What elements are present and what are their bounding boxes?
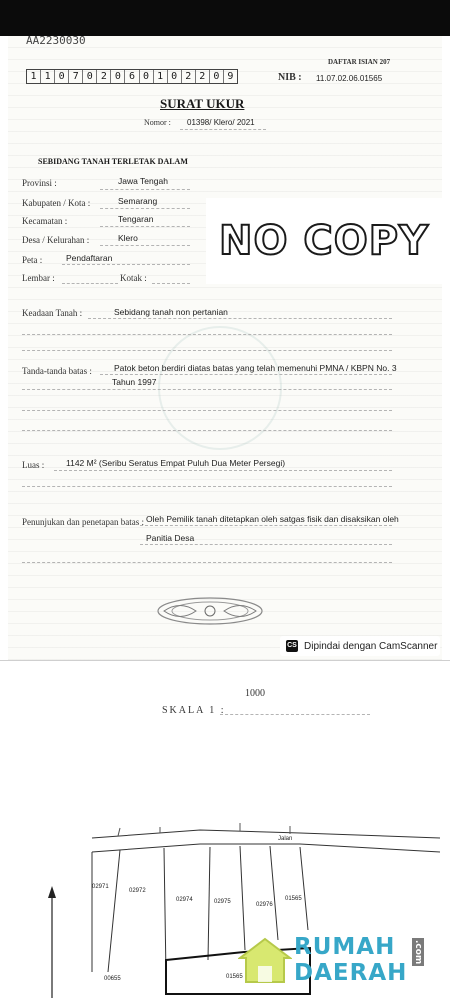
kabupaten-value: Semarang bbox=[118, 196, 158, 206]
penunjukan-line-3 bbox=[22, 562, 392, 563]
luas-line-2 bbox=[22, 486, 392, 487]
keadaan-line-2 bbox=[22, 334, 392, 335]
logo-line-1: RUMAH bbox=[294, 934, 396, 960]
document-code: AA2230030 bbox=[26, 34, 86, 47]
kabupaten-label: Kabupaten / Kota : bbox=[22, 198, 91, 208]
keadaan-tanah-value: Sebidang tanah non pertanian bbox=[114, 307, 228, 317]
luas-label: Luas : bbox=[22, 460, 45, 470]
peta-line bbox=[62, 264, 190, 265]
keadaan-tanah-label: Keadaan Tanah : bbox=[22, 308, 83, 318]
kabupaten-line bbox=[100, 208, 190, 209]
serial-number-box: 1 1 0 7 0 2 0 6 0 1 0 2 2 0 9 bbox=[26, 69, 238, 84]
desa-value: Klero bbox=[118, 233, 138, 243]
kotak-line bbox=[152, 283, 190, 284]
tanda-line-2 bbox=[22, 389, 392, 390]
daftar-isian: DAFTAR ISIAN 207 bbox=[328, 58, 391, 66]
parcel-label: 01565 bbox=[226, 974, 243, 980]
parcel-label: 02974 bbox=[176, 897, 193, 903]
parcel-label: 02972 bbox=[129, 888, 146, 894]
parcel-label: 02971 bbox=[92, 884, 109, 890]
page-divider bbox=[0, 660, 450, 661]
desa-label: Desa / Kelurahan : bbox=[22, 235, 90, 245]
tanda-batas-value-2: Tahun 1997 bbox=[112, 377, 157, 387]
provinsi-value: Jawa Tengah bbox=[118, 176, 168, 186]
section-title: SEBIDANG TANAH TERLETAK DALAM bbox=[38, 157, 188, 166]
nomor-value: 01398/ Klero/ 2021 bbox=[187, 118, 255, 127]
penunjukan-line-1 bbox=[140, 525, 392, 526]
tanda-line-3 bbox=[22, 410, 392, 411]
lembar-label: Lembar : bbox=[22, 273, 55, 283]
keadaan-line-1 bbox=[88, 318, 392, 319]
parcel-label: 02976 bbox=[256, 902, 273, 908]
provinsi-line bbox=[100, 189, 190, 190]
tanda-batas-value-1: Patok beton berdiri diatas batas yang telah memenuhi PMNA / KBPN No. 3 bbox=[114, 363, 397, 373]
desa-line bbox=[100, 245, 190, 246]
penunjukan-label: Penunjukan dan penetapan batas : bbox=[22, 517, 144, 527]
scale-line bbox=[220, 714, 370, 715]
nib-value: 11.07.02.06.01565 bbox=[316, 74, 383, 83]
kotak-label: Kotak : bbox=[120, 273, 147, 283]
kecamatan-label: Kecamatan : bbox=[22, 216, 68, 226]
no-copy-overlay bbox=[206, 198, 442, 284]
tanda-batas-label: Tanda-tanda batas : bbox=[22, 366, 92, 376]
peta-value: Pendaftaran bbox=[66, 253, 113, 263]
camscanner-icon: CS bbox=[286, 640, 298, 652]
camscanner-text: Dipindai dengan CamScanner bbox=[304, 640, 438, 652]
ornament-icon bbox=[150, 594, 270, 628]
penunjukan-value-2: Panitia Desa bbox=[146, 533, 195, 543]
penunjukan-line-2 bbox=[140, 544, 392, 545]
logo-suffix: .com bbox=[413, 940, 423, 965]
road-label: Jalan bbox=[278, 836, 293, 842]
penunjukan-value-1: Oleh Pemilik tanah ditetapkan oleh satgas fisik dan disaksikan oleh bbox=[146, 514, 399, 524]
kecamatan-line bbox=[100, 226, 190, 227]
parcel-label: 01565 bbox=[285, 896, 302, 902]
logo-line-2: DAERAH bbox=[294, 960, 408, 986]
parcel-label: 00655 bbox=[104, 976, 121, 982]
keadaan-line-3 bbox=[22, 350, 392, 351]
luas-value: 1142 M² (Seribu Seratus Empat Puluh Dua Meter Persegi) bbox=[66, 458, 286, 468]
document-title: SURAT UKUR bbox=[160, 96, 245, 111]
tanda-line-1 bbox=[100, 374, 392, 375]
top-bar bbox=[0, 0, 450, 36]
luas-line-1 bbox=[54, 470, 392, 471]
provinsi-label: Provinsi : bbox=[22, 178, 57, 188]
parcel-label: 02975 bbox=[214, 899, 231, 905]
camscanner-badge bbox=[280, 636, 440, 656]
lembar-line bbox=[62, 283, 118, 284]
nomor-label: Nomor : bbox=[144, 118, 171, 127]
peta-label: Peta : bbox=[22, 255, 43, 265]
no-copy-text: NO COPY bbox=[218, 218, 430, 264]
nomor-underline bbox=[180, 129, 266, 130]
nib-label: NIB : bbox=[278, 72, 302, 83]
kecamatan-value: Tengaran bbox=[118, 214, 154, 224]
house-icon bbox=[238, 936, 292, 986]
tanda-line-4 bbox=[22, 430, 392, 431]
scale-value: 1000 bbox=[245, 688, 265, 699]
scale-label: SKALA 1 : bbox=[162, 705, 226, 716]
seal-watermark bbox=[158, 326, 282, 450]
rumah-daerah-logo bbox=[238, 932, 438, 990]
